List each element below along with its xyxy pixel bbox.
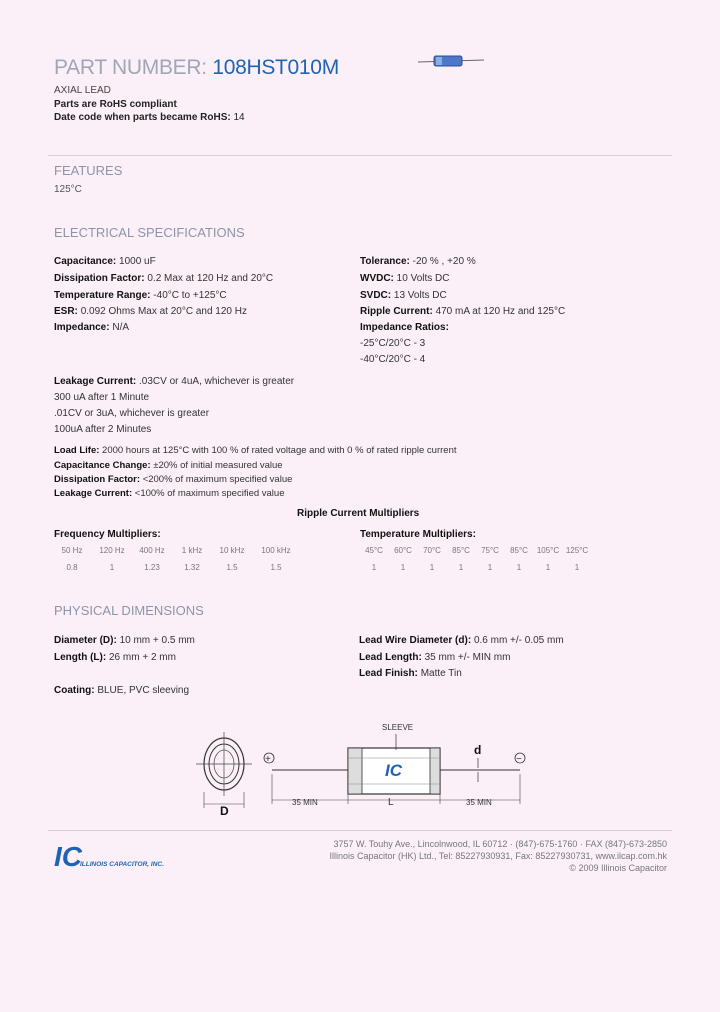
temp-value: 1 xyxy=(458,563,464,572)
spec-dissipation: Dissipation Factor: 0.2 Max at 120 Hz and 20°C xyxy=(54,273,274,284)
date-code-label: Date code when parts became RoHS: xyxy=(54,112,231,123)
spec-load-life: Load Life: 2000 hours at 125°C with 100 % of rated voltage and with 0 % of rated ripple current xyxy=(54,445,457,456)
spec-impedance: Impedance: N/A xyxy=(54,322,130,333)
spec-diameter: Diameter (D): 10 mm + 0.5 mm xyxy=(54,635,195,646)
leakage-line: .01CV or 3uA, whichever is greater xyxy=(54,408,210,419)
spec-tolerance: Tolerance: -20 % , +20 % xyxy=(360,256,476,267)
temp-header: 85°C xyxy=(452,546,470,555)
capacitor-thumbnail xyxy=(418,50,484,70)
freq-header: 100 kHz xyxy=(261,546,291,555)
temp-value: 1 xyxy=(545,563,551,572)
freq-value: 1.5 xyxy=(226,563,238,572)
temp-value: 1 xyxy=(400,563,406,572)
spec-svdc: SVDC: 13 Volts DC xyxy=(360,290,447,301)
spec-length: Length (L): 26 mm + 2 mm xyxy=(54,652,176,663)
temp-value: 1 xyxy=(487,563,493,572)
freq-header: 10 kHz xyxy=(219,546,245,555)
temp-header: 60°C xyxy=(394,546,412,555)
temp-value: 1 xyxy=(371,563,377,572)
spec-capacitance: Capacitance: 1000 uF xyxy=(54,256,156,267)
feature-item: 125°C xyxy=(54,184,82,195)
temp-value: 1 xyxy=(574,563,580,572)
freq-value: 1.23 xyxy=(144,563,160,572)
freq-value: 1.32 xyxy=(184,563,200,572)
spec-leakage: Leakage Current: .03CV or 4uA, whichever is greater xyxy=(54,376,295,387)
temp-multipliers-title: Temperature Multipliers: xyxy=(360,529,476,540)
dimension-drawing xyxy=(180,712,540,822)
ripple-title: Ripple Current Multipliers xyxy=(297,508,420,519)
freq-value: 0.8 xyxy=(66,563,78,572)
leakage-line: 300 uA after 1 Minute xyxy=(54,392,150,403)
temp-header: 85°C xyxy=(510,546,528,555)
temp-header: 105°C xyxy=(536,546,560,555)
spec-ripple-current: Ripple Current: 470 mA at 120 Hz and 125°C xyxy=(360,306,566,317)
spec-lead-finish: Lead Finish: Matte Tin xyxy=(359,668,462,679)
load-life-line: Capacitance Change: ±20% of initial measured value xyxy=(54,460,283,471)
temp-header: 45°C xyxy=(365,546,383,555)
load-life-line: Dissipation Factor: <200% of maximum specified value xyxy=(54,474,293,485)
footer-address: 3757 W. Touhy Ave., Lincolnwood, IL 60712 · (847)-675-1760 · FAX (847)-673-2850 xyxy=(333,839,667,849)
part-number-value: 108HST010M xyxy=(212,56,339,79)
sleeve-label: SLEEVE xyxy=(382,723,414,732)
lead-min-left: 35 MIN xyxy=(292,798,318,807)
features-title: FEATURES xyxy=(54,163,123,178)
d-label: d xyxy=(474,743,482,757)
lead-min-right: 35 MIN xyxy=(466,798,492,807)
freq-header: 1 kHz xyxy=(181,546,203,555)
part-number-label: PART NUMBER: xyxy=(54,56,207,79)
rohs-line: Parts are RoHS compliant xyxy=(54,99,177,110)
footer-hk: Illinois Capacitor (HK) Ltd., Tel: 85227930931, Fax: 85227930731, www.ilcap.com.hk xyxy=(329,851,667,861)
physical-title: PHYSICAL DIMENSIONS xyxy=(54,603,204,618)
page-title xyxy=(54,56,339,80)
freq-header: 400 Hz xyxy=(139,546,165,555)
plus-sign: + xyxy=(265,754,271,765)
lead-type: AXIAL LEAD xyxy=(54,85,111,96)
spec-coating: Coating: BLUE, PVC sleeving xyxy=(54,685,190,696)
electrical-title: ELECTRICAL SPECIFICATIONS xyxy=(54,225,245,240)
impedance-ratio-item: -40°C/20°C - 4 xyxy=(360,354,426,365)
spec-lead-length: Lead Length: 35 mm +/- MIN mm xyxy=(359,652,511,663)
freq-header: 120 Hz xyxy=(99,546,125,555)
D-label: D xyxy=(220,804,229,818)
L-label: L xyxy=(388,797,394,808)
temp-header: 70°C xyxy=(423,546,441,555)
logo-text: ILLINOIS CAPACITOR, INC. xyxy=(80,861,164,868)
divider xyxy=(48,155,672,156)
temp-header: 75°C xyxy=(481,546,499,555)
spec-esr: ESR: 0.092 Ohms Max at 20°C and 120 Hz xyxy=(54,306,247,317)
spec-temperature: Temperature Range: -40°C to +125°C xyxy=(54,290,227,301)
temp-value: 1 xyxy=(429,563,435,572)
impedance-ratio-item: -25°C/20°C - 3 xyxy=(360,338,426,349)
freq-header: 50 Hz xyxy=(61,546,83,555)
footer-copyright: © 2009 Illinois Capacitor xyxy=(569,863,667,873)
freq-value: 1 xyxy=(109,563,115,572)
spec-lead-wire-diameter: Lead Wire Diameter (d): 0.6 mm +/- 0.05 mm xyxy=(359,635,564,646)
freq-multipliers-title: Frequency Multipliers: xyxy=(54,529,161,540)
date-code-value: 14 xyxy=(233,112,245,123)
company-logo xyxy=(54,838,164,872)
svg-text:IC: IC xyxy=(385,761,402,780)
divider xyxy=(48,830,672,831)
temp-header: 125°C xyxy=(565,546,589,555)
spec-impedance-ratios: Impedance Ratios: xyxy=(360,322,449,333)
freq-value: 1.5 xyxy=(270,563,282,572)
load-life-line: Leakage Current: <100% of maximum specified value xyxy=(54,488,285,499)
temp-value: 1 xyxy=(516,563,522,572)
leakage-line: 100uA after 2 Minutes xyxy=(54,424,152,435)
minus-sign: − xyxy=(516,754,522,765)
svg-text:IC: IC xyxy=(54,841,82,872)
spec-wvdc: WVDC: 10 Volts DC xyxy=(360,273,450,284)
